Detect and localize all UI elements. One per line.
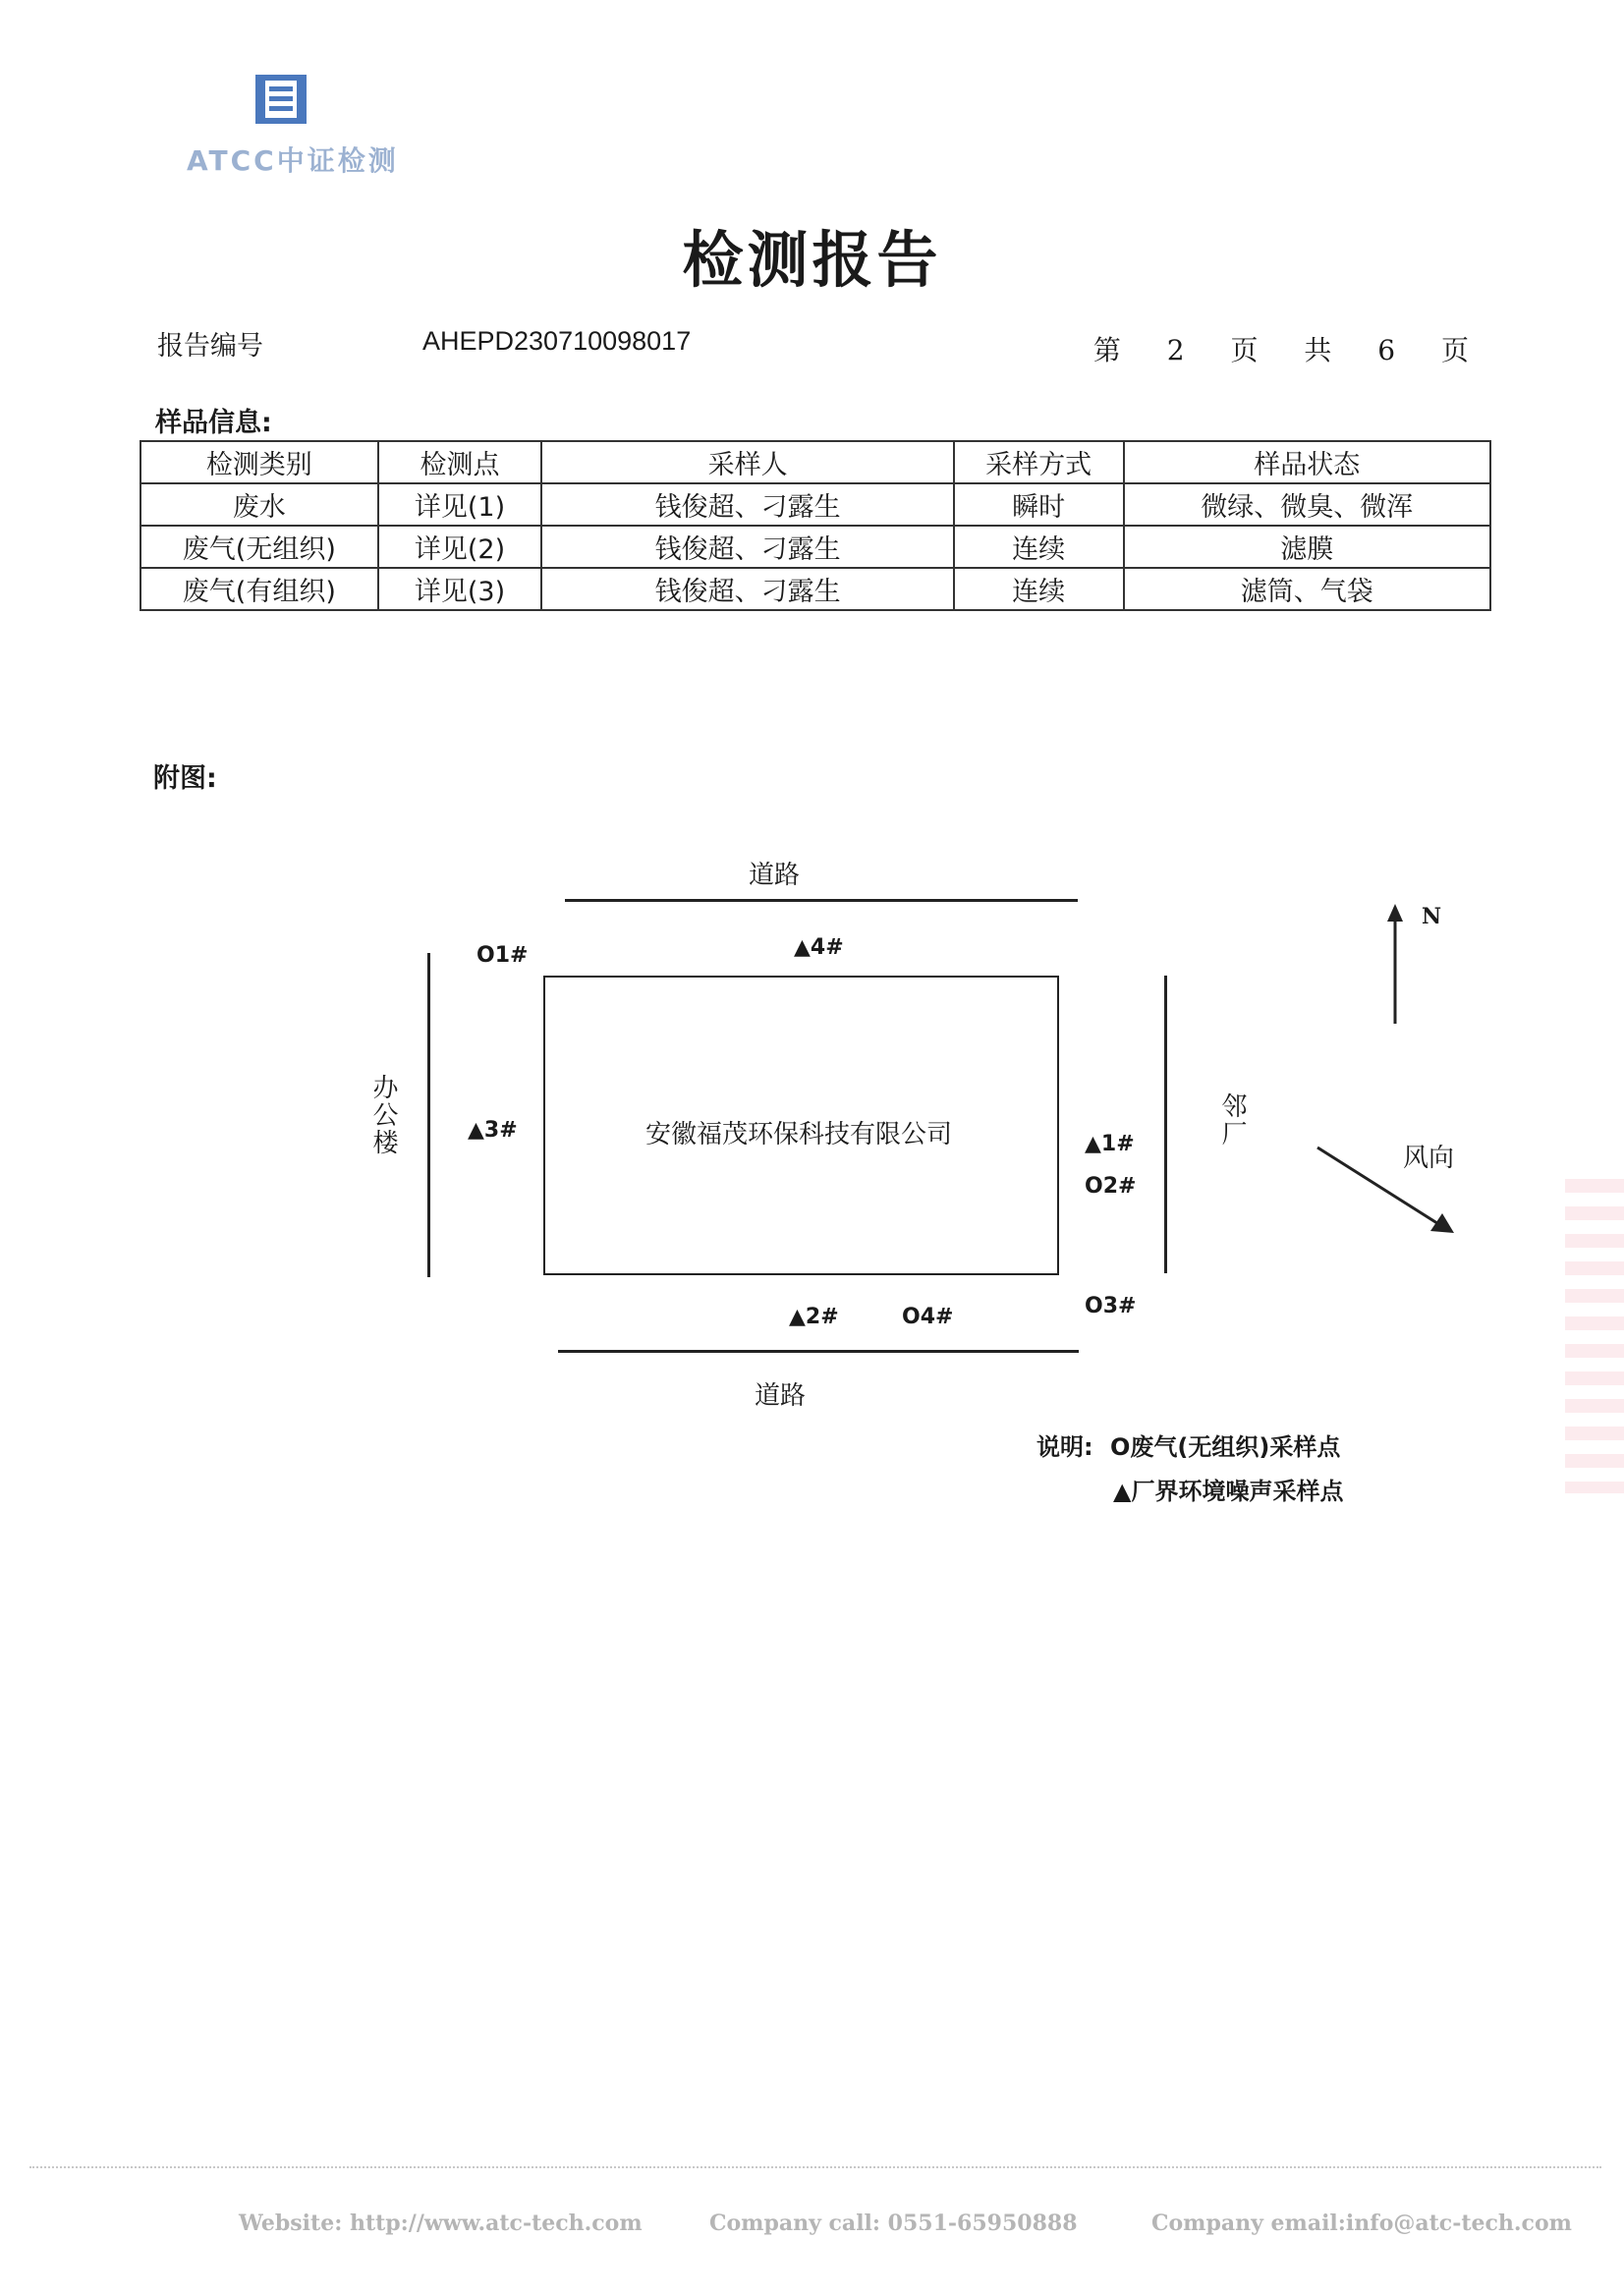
table-cell: 连续 <box>954 526 1124 568</box>
point-t2: ▲2# <box>789 1305 839 1329</box>
table-row <box>140 568 1490 610</box>
table-cell: 废气(无组织) <box>140 526 378 568</box>
table-cell: 滤膜 <box>1124 526 1490 568</box>
footer-divider <box>29 2166 1601 2168</box>
table-header-cell: 检测类别 <box>140 441 378 483</box>
table-cell: 废气(有组织) <box>140 568 378 610</box>
table-cell: 钱俊超、刁露生 <box>541 483 953 526</box>
point-o2: O2# <box>1085 1174 1137 1199</box>
point-o3: O3# <box>1085 1294 1137 1318</box>
north-label: N <box>1422 904 1442 929</box>
table-cell: 微绿、微臭、微浑 <box>1124 483 1490 526</box>
logo-text: ATCC中证检测 <box>187 144 399 177</box>
table-row <box>140 483 1490 526</box>
footer-website: Website: http://www.atc-tech.com <box>239 2211 643 2236</box>
table-cell: 滤筒、气袋 <box>1124 568 1490 610</box>
legend-unorganized-gas: O废气(无组织)采样点 <box>1110 1433 1341 1461</box>
footer-email: Company email:info@atc-tech.com <box>1151 2211 1572 2236</box>
sample-info-heading: 样品信息: <box>155 408 272 438</box>
point-t3: ▲3# <box>468 1118 518 1143</box>
road-top-line <box>565 899 1078 902</box>
table-cell: 钱俊超、刁露生 <box>541 526 953 568</box>
office-line <box>427 953 430 1277</box>
table-header-cell: 采样方式 <box>954 441 1124 483</box>
seal-stamp-fragment <box>1565 1179 1624 1493</box>
table-cell: 钱俊超、刁露生 <box>541 568 953 610</box>
office-label: 办公楼 <box>368 1074 398 1156</box>
wind-label: 风向 <box>1403 1144 1455 1173</box>
appendix-heading: 附图: <box>153 763 217 794</box>
page-info: 第 2 页 共 6 页 <box>1092 334 1477 366</box>
atcc-logo-icon <box>187 69 354 138</box>
point-t4: ▲4# <box>794 935 844 960</box>
sample-info-table <box>140 440 1491 611</box>
table-header-cell: 检测点 <box>378 441 542 483</box>
table-cell: 连续 <box>954 568 1124 610</box>
north-arrow-icon <box>1380 904 1410 1027</box>
neighbor-line <box>1164 976 1167 1273</box>
footer-phone: Company call: 0551-65950888 <box>709 2211 1078 2236</box>
neighbor-label: 邻厂 <box>1217 1092 1247 1148</box>
company-name: 安徽福茂环保科技有限公司 <box>645 1120 953 1149</box>
point-o4: O4# <box>902 1305 954 1329</box>
table-cell: 详见(1) <box>378 483 542 526</box>
table-cell: 详见(3) <box>378 568 542 610</box>
table-cell: 详见(2) <box>378 526 542 568</box>
point-o1: O1# <box>476 943 529 968</box>
table-header-row <box>140 441 1490 483</box>
report-title: 检测报告 <box>682 224 942 296</box>
road-top-label: 道路 <box>749 861 801 890</box>
table-row <box>140 526 1490 568</box>
table-cell: 瞬时 <box>954 483 1124 526</box>
legend-label: 说明: <box>1036 1433 1093 1461</box>
report-number: AHEPD230710098017 <box>422 326 692 356</box>
road-bottom-label: 道路 <box>755 1381 807 1411</box>
legend-noise: ▲厂界环境噪声采样点 <box>1113 1478 1344 1505</box>
table-cell: 废水 <box>140 483 378 526</box>
report-number-label: 报告编号 <box>157 331 263 362</box>
table-header-cell: 样品状态 <box>1124 441 1490 483</box>
company-logo <box>187 69 442 177</box>
wind-direction-arrow-icon <box>1315 1145 1457 1238</box>
table-header-cell: 采样人 <box>541 441 953 483</box>
road-bottom-line <box>558 1350 1079 1353</box>
point-t1: ▲1# <box>1085 1132 1135 1156</box>
